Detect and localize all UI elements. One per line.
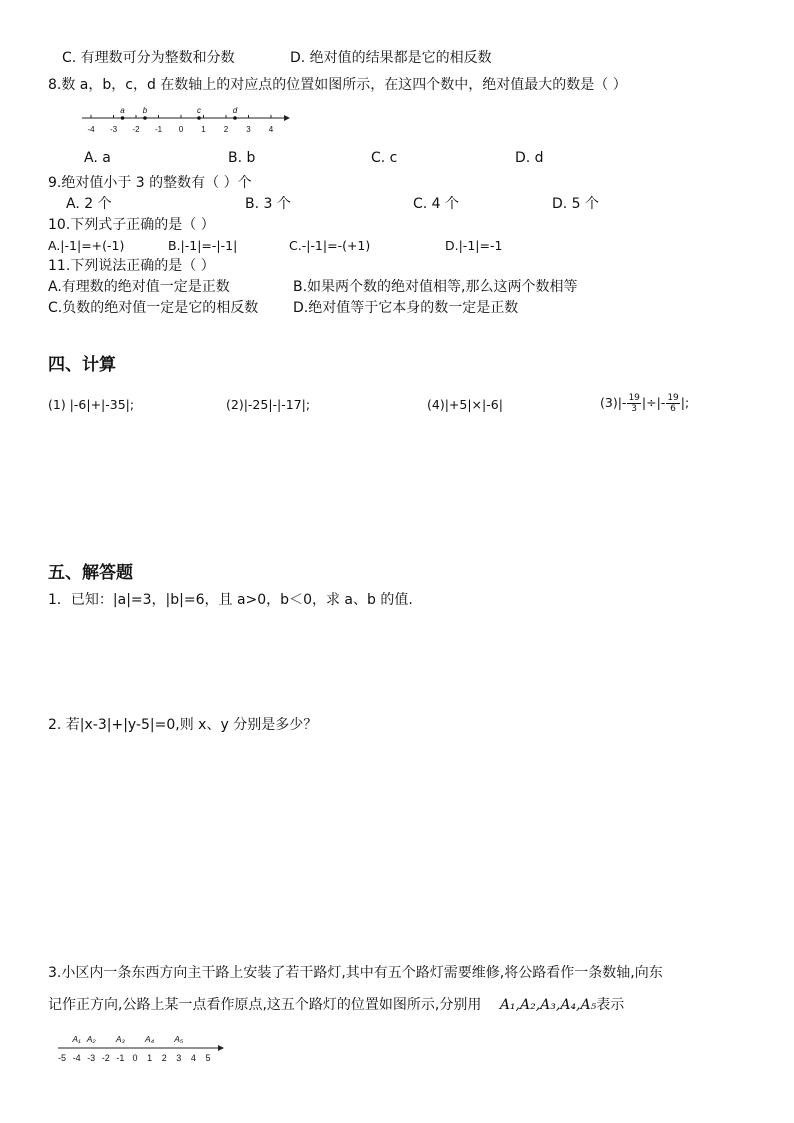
q8-tick-label: 1 [201,125,206,134]
q8-option-b: B. b [228,150,256,166]
q3-tick-label: -4 [72,1053,81,1063]
q3-lamp-label: A₅ [174,1034,184,1044]
q3-tick-label: 4 [190,1053,196,1063]
q8-point-label: c [197,106,201,115]
q8-point-label: d [232,106,238,115]
q8-tick-label: -2 [132,125,140,134]
q3-lamp-label: A₃ [115,1034,125,1044]
q11-option-d: D.绝对值等于它本身的数一定是正数 [293,300,519,316]
q3-line2-text: 记作正方向,公路上某一点看作原点,这五个路灯的位置如图所示,分别用 [48,997,482,1013]
q8-option-d: D. d [515,150,544,166]
q8-option-c: C. c [371,150,398,166]
frac-den-2: 6 [670,404,676,414]
q8-tick-label: 4 [268,125,274,134]
q3-lamp-label: A₁ [72,1034,81,1044]
q3-tick-label: -3 [87,1053,96,1063]
answer-q3-line2 [48,996,624,1014]
q10-option-a: A.|-1|=+(-1) [48,238,125,253]
q10-option-c: C.-|-1|=-(+1) [289,238,371,253]
q8-point-label: b [142,106,148,115]
frac-num-2: 19 [667,393,679,403]
q3-tick-label: 0 [132,1053,138,1063]
q11-option-a: A.有理数的绝对值一定是正数 [48,279,230,295]
q8-option-a: A. a [84,150,111,166]
q3-tick-label: -5 [57,1053,67,1063]
q3-line2-end: 表示 [596,997,625,1013]
calc-problem-3 [600,388,689,418]
q10-option-b: B.|-1|=-|-1| [168,238,238,253]
q3-tick-label: 5 [205,1053,211,1063]
q3-tick-label: 3 [176,1053,182,1063]
q8-point [121,116,125,120]
q8-point [197,116,201,120]
calc-p3-suffix: |; [680,395,690,410]
q3-tick-label: -1 [116,1053,125,1063]
q3-tick-label: 2 [161,1053,167,1063]
section4-title: 四、计算 [48,355,116,375]
answer-q3-line1: 3.小区内一条东西方向主干路上安装了若干路灯,其中有五个路灯需要维修,将公路看作一条数轴,向东 [48,965,663,981]
q3-tick-label: 1 [147,1053,153,1063]
q7-option-c: C. 有理数可分为整数和分数 [62,50,235,66]
frac-den-1: 3 [631,404,638,414]
q8-tick-label: 0 [178,125,184,134]
q8-number-line [80,104,292,138]
answer-q1: 1．已知：|a|=3，|b|=6，且 a>0，b＜0，求 a、b 的值. [48,592,413,608]
q3-lamp-symbols: A₁,A₂,A₃,A₄,A₅ [499,997,597,1013]
calc-problem-2: (2)|-25|-|-17|; [226,397,311,412]
fraction-19-6 [666,393,679,414]
q8-stem: 8.数 a，b，c，d 在数轴上的对应点的位置如图所示，在这四个数中，绝对值最大的数是（ ） [48,77,627,93]
q11-option-c: C.负数的绝对值一定是它的相反数 [48,300,259,316]
q7-option-d: D. 绝对值的结果都是它的相反数 [290,50,492,66]
calc-p3-prefix: (3)|- [600,395,627,410]
q9-option-b: B. 3 个 [245,196,291,212]
q9-option-a: A. 2 个 [66,196,112,212]
calc-problem-1: (1) |-6|+|-35|; [48,397,135,412]
q8-point [143,116,147,120]
calc-p3-mid: |÷|- [641,395,666,410]
q11-stem: 11.下列说法正确的是（ ） [48,258,215,274]
q8-tick-label: 2 [223,125,229,134]
frac-num-1: 19 [628,393,640,403]
q8-tick-label: -3 [109,125,118,134]
q8-tick-label: 3 [246,125,251,134]
q3-number-line [56,1030,228,1066]
answer-q2: 2. 若|x-3|+|y-5|=0,则 x、y 分别是多少？ [48,717,318,733]
q8-tick-label: -1 [154,125,163,134]
q8-point [233,116,237,120]
q8-point-label: a [120,106,125,115]
q3-tick-label: -2 [101,1053,110,1063]
q9-stem: 9.绝对值小于 3 的整数有（ ）个 [48,175,252,191]
q10-stem: 10.下列式子正确的是（ ） [48,217,215,233]
fraction-19-3 [627,393,640,414]
section5-title: 五、解答题 [48,563,133,583]
q11-option-b: B.如果两个数的绝对值相等,那么这两个数相等 [293,279,578,295]
q10-option-d: D.|-1|=-1 [445,238,503,253]
q3-lamp-label: A₂ [86,1034,96,1044]
q8-tick-label: -4 [87,125,95,134]
q9-option-d: D. 5 个 [552,196,600,212]
calc-problem-4: (4)|+5|×|-6| [427,397,503,412]
q3-lamp-label: A₄ [145,1034,155,1044]
q9-option-c: C. 4 个 [413,196,460,212]
